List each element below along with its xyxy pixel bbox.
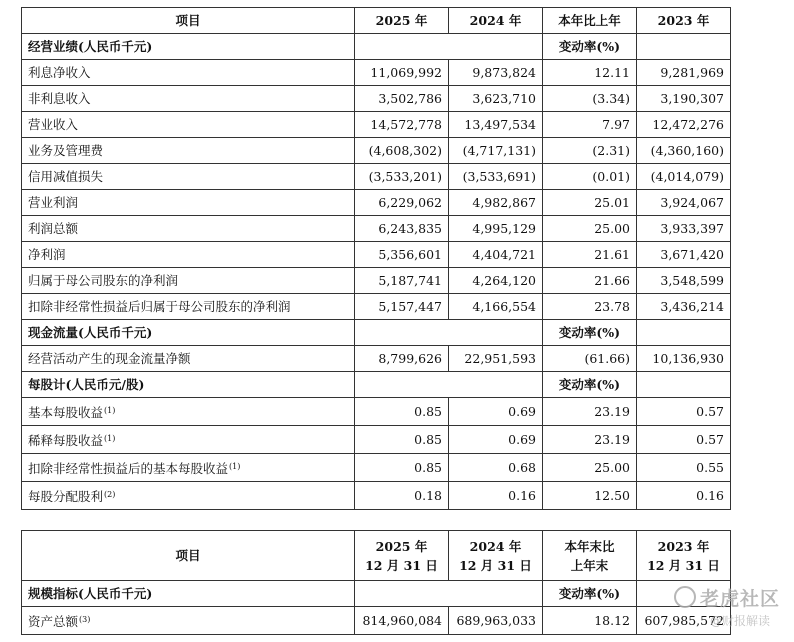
section-row-scale xyxy=(22,581,731,607)
table-row xyxy=(22,346,731,372)
row-label: 利润总额 xyxy=(22,216,355,242)
footnote-marker: (1) xyxy=(104,434,116,443)
table-row xyxy=(22,294,731,320)
table-row xyxy=(22,190,731,216)
value-yoy: 23.19 xyxy=(543,398,637,426)
value-2025: 814,960,084 xyxy=(355,607,449,635)
table-row xyxy=(22,138,731,164)
table-header-row xyxy=(22,531,731,581)
table-row xyxy=(22,60,731,86)
table-row xyxy=(22,482,731,510)
value-2023: (4,014,079) xyxy=(637,164,731,190)
table-row xyxy=(22,86,731,112)
header-item: 项目 xyxy=(22,531,355,581)
header-2024-dec31: 2024 年 12 月 31 日 xyxy=(449,531,543,581)
value-2025: 5,356,601 xyxy=(355,242,449,268)
table-row xyxy=(22,398,731,426)
value-2023: (4,360,160) xyxy=(637,138,731,164)
row-label: 非利息收入 xyxy=(22,86,355,112)
value-2025: 11,069,992 xyxy=(355,60,449,86)
row-label: 资产总额$^{(3)}$ xyxy=(22,607,355,635)
table-header-row xyxy=(22,8,731,34)
row-label: 经营活动产生的现金流量净额 xyxy=(22,346,355,372)
section-title: 经营业绩(人民币千元) xyxy=(22,34,355,60)
value-2025: 3,502,786 xyxy=(355,86,449,112)
section-title: 每股计(人民币元/股) xyxy=(22,372,355,398)
table-row xyxy=(22,454,731,482)
value-yoy: 12.50 xyxy=(543,482,637,510)
footnote-marker: (2) xyxy=(104,490,116,499)
row-label: 信用减值损失 xyxy=(22,164,355,190)
value-2025: (3,533,201) xyxy=(355,164,449,190)
value-2023: 12,472,276 xyxy=(637,112,731,138)
section-rate-label: 变动率(%) xyxy=(543,372,637,398)
header-2023-dec31: 2023 年 12 月 31 日 xyxy=(637,531,731,581)
section-rate-label: 变动率(%) xyxy=(543,320,637,346)
value-2024: 0.69 xyxy=(449,398,543,426)
value-yoy: (3.34) xyxy=(543,86,637,112)
section-row-operating xyxy=(22,34,731,60)
value-yoy: 21.66 xyxy=(543,268,637,294)
value-2024: 3,623,710 xyxy=(449,86,543,112)
value-2025: 8,799,626 xyxy=(355,346,449,372)
value-2024: 0.16 xyxy=(449,482,543,510)
table-row xyxy=(22,268,731,294)
table-row xyxy=(22,164,731,190)
value-2024: 22,951,593 xyxy=(449,346,543,372)
value-2025: 5,187,741 xyxy=(355,268,449,294)
section-row-cashflow xyxy=(22,320,731,346)
value-yoy: (0.01) xyxy=(543,164,637,190)
row-label: 归属于母公司股东的净利润 xyxy=(22,268,355,294)
row-label: 业务及管理费 xyxy=(22,138,355,164)
value-2025: 0.85 xyxy=(355,426,449,454)
value-2025: 14,572,778 xyxy=(355,112,449,138)
value-2024: (4,717,131) xyxy=(449,138,543,164)
value-2024: 4,264,120 xyxy=(449,268,543,294)
scale-indicator-table xyxy=(21,530,731,635)
value-2024: 13,497,534 xyxy=(449,112,543,138)
tiger-logo-icon xyxy=(674,586,696,608)
header-2023: 2023 年 xyxy=(637,8,731,34)
value-yoy: (2.31) xyxy=(543,138,637,164)
value-2025: 0.85 xyxy=(355,398,449,426)
value-yoy: 7.97 xyxy=(543,112,637,138)
value-2023: 607,985,572 xyxy=(637,607,731,635)
value-yoy: 25.01 xyxy=(543,190,637,216)
row-label: 稀释每股收益$^{(1)}$ xyxy=(22,426,355,454)
value-2024: 4,982,867 xyxy=(449,190,543,216)
row-label: 营业收入 xyxy=(22,112,355,138)
footnote-marker: (3) xyxy=(79,615,91,624)
section-title: 规模指标(人民币千元) xyxy=(22,581,355,607)
footnote-marker: (1) xyxy=(104,406,116,415)
row-label: 每股分配股利$^{(2)}$ xyxy=(22,482,355,510)
row-label: 营业利润 xyxy=(22,190,355,216)
financial-summary-table xyxy=(21,7,731,510)
value-2025: 0.85 xyxy=(355,454,449,482)
value-2023: 3,548,599 xyxy=(637,268,731,294)
value-2025: 0.18 xyxy=(355,482,449,510)
value-2024: 689,963,033 xyxy=(449,607,543,635)
value-2023: 3,671,420 xyxy=(637,242,731,268)
value-2025: (4,608,302) xyxy=(355,138,449,164)
header-2025: 2025 年 xyxy=(355,8,449,34)
value-2023: 0.57 xyxy=(637,426,731,454)
table-row xyxy=(22,242,731,268)
watermark-brand: 老虎社区 xyxy=(674,584,780,611)
value-2023: 0.57 xyxy=(637,398,731,426)
value-yoy: 25.00 xyxy=(543,216,637,242)
row-label: 净利润 xyxy=(22,242,355,268)
row-label: 利息净收入 xyxy=(22,60,355,86)
table-row xyxy=(22,112,731,138)
value-2025: 6,229,062 xyxy=(355,190,449,216)
header-2024: 2024 年 xyxy=(449,8,543,34)
watermark-handle: @财报解读 xyxy=(709,614,770,628)
value-2023: 9,281,969 xyxy=(637,60,731,86)
footnote-marker: (1) xyxy=(229,462,241,471)
value-2024: 4,166,554 xyxy=(449,294,543,320)
value-yoy: 23.19 xyxy=(543,426,637,454)
section-title: 现金流量(人民币千元) xyxy=(22,320,355,346)
header-yoy: 本年比上年 xyxy=(543,8,637,34)
value-2024: 4,404,721 xyxy=(449,242,543,268)
table-row xyxy=(22,607,731,635)
value-yoy: 12.11 xyxy=(543,60,637,86)
value-2025: 6,243,835 xyxy=(355,216,449,242)
value-2023: 0.55 xyxy=(637,454,731,482)
value-2023: 3,924,067 xyxy=(637,190,731,216)
value-2025: 5,157,447 xyxy=(355,294,449,320)
value-2024: 0.68 xyxy=(449,454,543,482)
row-label: 扣除非经常性损益后归属于母公司股东的净利润 xyxy=(22,294,355,320)
section-row-per-share xyxy=(22,372,731,398)
value-2023: 3,190,307 xyxy=(637,86,731,112)
value-yoy: 23.78 xyxy=(543,294,637,320)
value-2023: 0.16 xyxy=(637,482,731,510)
value-yoy: (61.66) xyxy=(543,346,637,372)
row-label: 基本每股收益$^{(1)}$ xyxy=(22,398,355,426)
value-yoy: 21.61 xyxy=(543,242,637,268)
value-2023: 10,136,930 xyxy=(637,346,731,372)
value-2024: 4,995,129 xyxy=(449,216,543,242)
value-2024: 0.69 xyxy=(449,426,543,454)
table-row xyxy=(22,426,731,454)
section-rate-label: 变动率(%) xyxy=(543,34,637,60)
value-2024: 9,873,824 xyxy=(449,60,543,86)
value-yoy: 18.12 xyxy=(543,607,637,635)
value-yoy: 25.00 xyxy=(543,454,637,482)
value-2024: (3,533,691) xyxy=(449,164,543,190)
value-2023: 3,436,214 xyxy=(637,294,731,320)
row-label: 扣除非经常性损益后的基本每股收益$^{(1)}$ xyxy=(22,454,355,482)
header-yoy-yearend: 本年末比 上年末 xyxy=(543,531,637,581)
header-item: 项目 xyxy=(22,8,355,34)
header-2025-dec31: 2025 年 12 月 31 日 xyxy=(355,531,449,581)
table-row xyxy=(22,216,731,242)
value-2023: 3,933,397 xyxy=(637,216,731,242)
section-rate-label: 变动率(%) xyxy=(543,581,637,607)
